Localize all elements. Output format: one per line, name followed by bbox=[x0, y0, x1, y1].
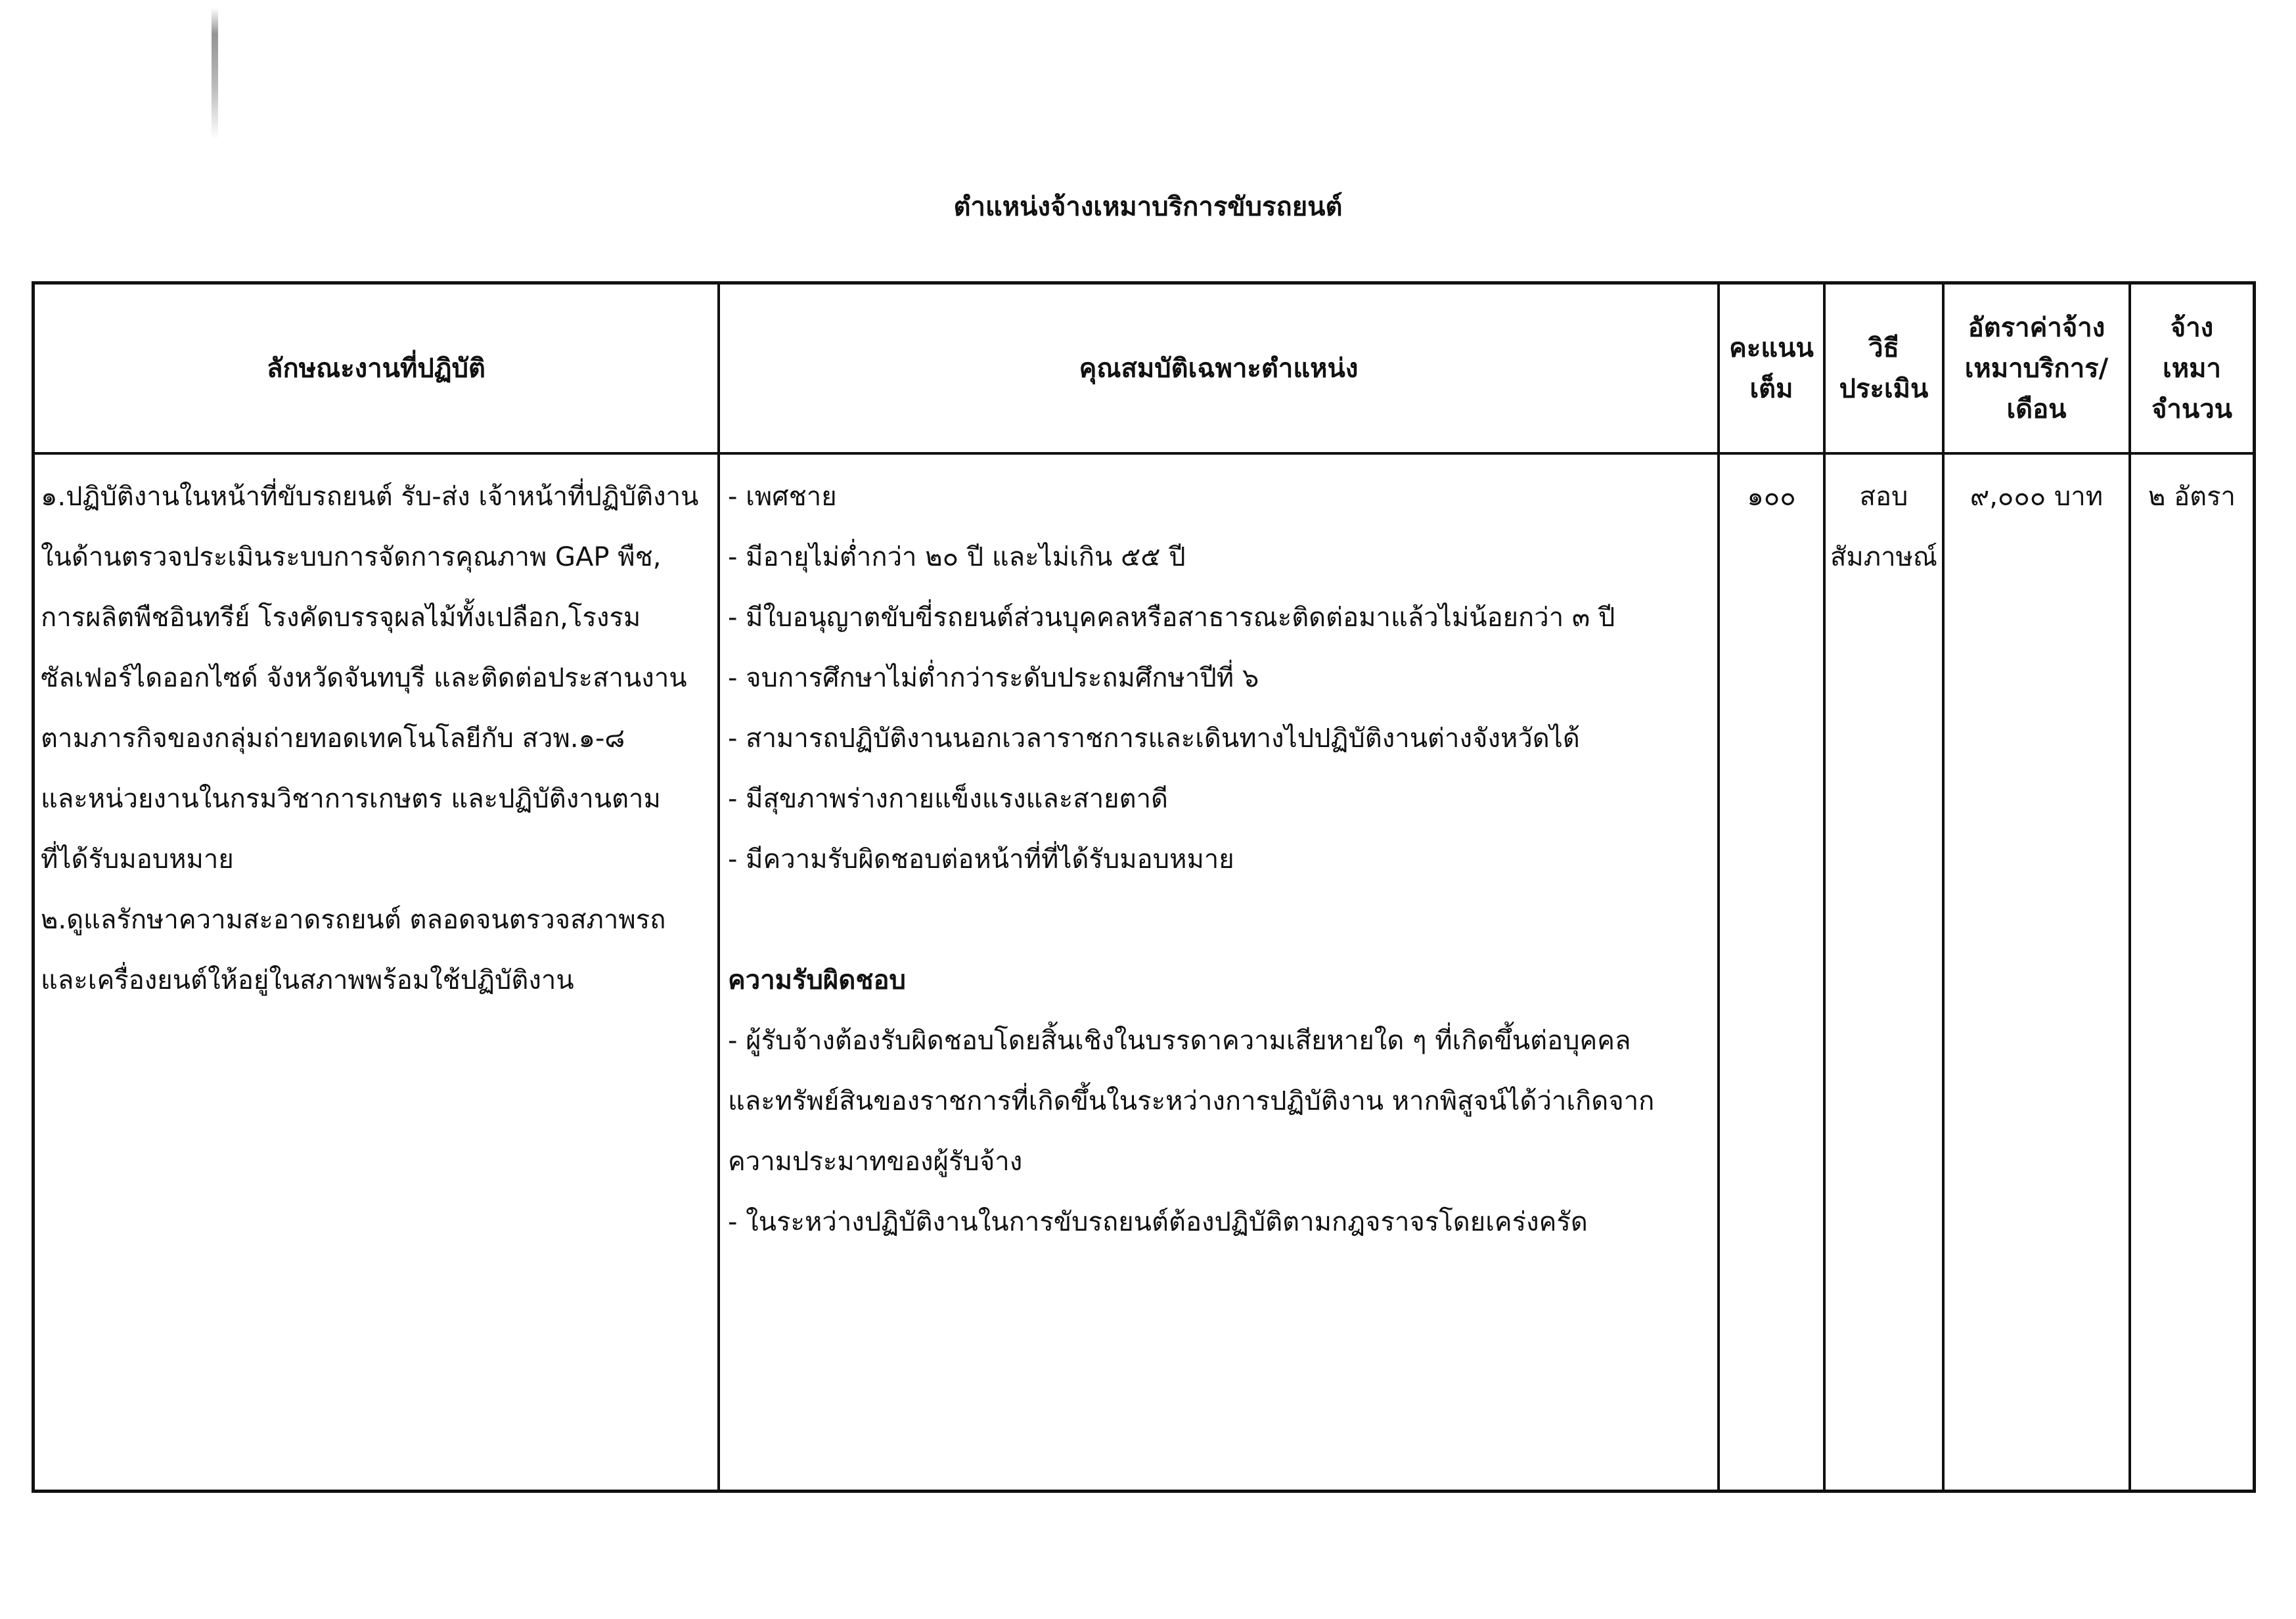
duty-line: และหน่วยงานในกรมวิชาการเกษตร และปฏิบัติงานตาม bbox=[41, 784, 661, 814]
header-rate-line: เดือน bbox=[2006, 394, 2067, 424]
column-divider bbox=[717, 281, 720, 1493]
header-rate-line: เหมาบริการ/ bbox=[1964, 353, 2109, 384]
header-duties-label: ลักษณะงานที่ปฏิบัติ bbox=[266, 353, 485, 384]
header-method-line: วิธี bbox=[1868, 332, 1899, 363]
method-cell bbox=[1826, 467, 1942, 587]
score-value: ๑๐๐ bbox=[1747, 482, 1796, 512]
column-divider bbox=[1942, 281, 1945, 1493]
duty-line: ๑.ปฏิบัติงานในหน้าที่ขับรถยนต์ รับ-ส่ง เจ้าหน้าที่ปฏิบัติงาน bbox=[41, 482, 699, 512]
header-qualifications bbox=[720, 285, 1717, 452]
qualification-line: - สามารถปฏิบัติงานนอกเวลาราชการและเดินทางไปปฏิบัติงานต่างจังหวัดได้ bbox=[728, 723, 1580, 754]
header-score bbox=[1720, 285, 1823, 452]
duties-cell bbox=[41, 467, 711, 1011]
header-divider bbox=[32, 452, 2256, 455]
document-title: ตำแหน่งจ้างเหมาบริการขับรถยนต์ bbox=[953, 192, 1343, 222]
qualification-line: - มีใบอนุญาตขับขี่รถยนต์ส่วนบุคคลหรือสาธารณะติดต่อมาแล้วไม่น้อยกว่า ๓ ปี bbox=[728, 603, 1615, 633]
header-count-line: จำนวน bbox=[2151, 394, 2233, 424]
duty-line: การผลิตพืชอินทรีย์ โรงคัดบรรจุผลไม้ทั้งเปลือก,โรงรม bbox=[41, 603, 641, 633]
qualification-line: - มีความรับผิดชอบต่อหน้าที่ที่ได้รับมอบหมาย bbox=[728, 844, 1234, 875]
responsibility-heading: ความรับผิดชอบ bbox=[728, 965, 906, 995]
responsibility-line: และทรัพย์สินของราชการที่เกิดขึ้นในระหว่างการปฏิบัติงาน หากพิสูจน์ได้ว่าเกิดจาก bbox=[728, 1086, 1655, 1116]
header-count bbox=[2131, 285, 2253, 452]
column-divider bbox=[2128, 281, 2131, 1493]
qualification-line: - มีอายุไม่ต่ำกว่า ๒๐ ปี และไม่เกิน ๕๕ ปี bbox=[728, 542, 1186, 572]
header-qualifications-label: คุณสมบัติเฉพาะตำแหน่ง bbox=[1079, 353, 1359, 384]
method-line: สอบ bbox=[1859, 482, 1908, 512]
score-cell bbox=[1720, 467, 1823, 527]
column-divider bbox=[1823, 281, 1826, 1493]
rate-value: ๙,๐๐๐ บาท bbox=[1970, 482, 2104, 512]
spacer bbox=[728, 890, 1713, 950]
duty-line: ในด้านตรวจประเมินระบบการจัดการคุณภาพ GAP พืช, bbox=[41, 542, 662, 572]
duty-line: ซัลเฟอร์ไดออกไซด์ จังหวัดจันทบุรี และติดต่อประสานงาน bbox=[41, 663, 687, 693]
qualification-line: - มีสุขภาพร่างกายแข็งแรงและสายตาดี bbox=[728, 784, 1169, 814]
responsibility-line: - ในระหว่างปฏิบัติงานในการขับรถยนต์ต้องปฏิบัติตามกฎจราจรโดยเคร่งครัด bbox=[728, 1207, 1588, 1237]
column-divider bbox=[1717, 281, 1720, 1493]
header-count-line: เหมา bbox=[2163, 353, 2221, 384]
count-value: ๒ อัตรา bbox=[2148, 482, 2236, 512]
count-cell bbox=[2131, 467, 2253, 527]
qualifications-cell bbox=[728, 467, 1713, 1252]
qualification-line: - เพศชาย bbox=[728, 482, 837, 512]
method-line: สัมภาษณ์ bbox=[1830, 542, 1938, 572]
header-method bbox=[1826, 285, 1942, 452]
responsibility-line: - ผู้รับจ้างต้องรับผิดชอบโดยสิ้นเชิงในบรรดาความเสียหายใด ๆ ที่เกิดขึ้นต่อบุคคล bbox=[728, 1026, 1631, 1056]
header-score-line: คะแนน bbox=[1729, 332, 1814, 363]
duty-line: ตามภารกิจของกลุ่มถ่ายทอดเทคโนโลยีกับ สวพ.๑-๘ bbox=[41, 723, 625, 754]
duty-line: และเครื่องยนต์ให้อยู่ในสภาพพร้อมใช้ปฏิบัติงาน bbox=[41, 965, 574, 995]
scan-artifact bbox=[212, 8, 218, 139]
header-duties bbox=[35, 285, 717, 452]
header-score-line: เต็ม bbox=[1749, 373, 1793, 404]
duty-line: ที่ได้รับมอบหมาย bbox=[41, 844, 234, 875]
qualification-line: - จบการศึกษาไม่ต่ำกว่าระดับประถมศึกษาปีที่ ๖ bbox=[728, 663, 1259, 693]
header-method-line: ประเมิน bbox=[1839, 373, 1929, 404]
rate-cell bbox=[1945, 467, 2128, 527]
header-rate bbox=[1945, 285, 2128, 452]
responsibility-line: ความประมาทของผู้รับจ้าง bbox=[728, 1147, 1023, 1177]
duty-line: ๒.ดูแลรักษาความสะอาดรถยนต์ ตลอดจนตรวจสภาพรถ bbox=[41, 905, 666, 935]
header-rate-line: อัตราค่าจ้าง bbox=[1968, 312, 2105, 343]
header-count-line: จ้าง bbox=[2170, 312, 2214, 343]
